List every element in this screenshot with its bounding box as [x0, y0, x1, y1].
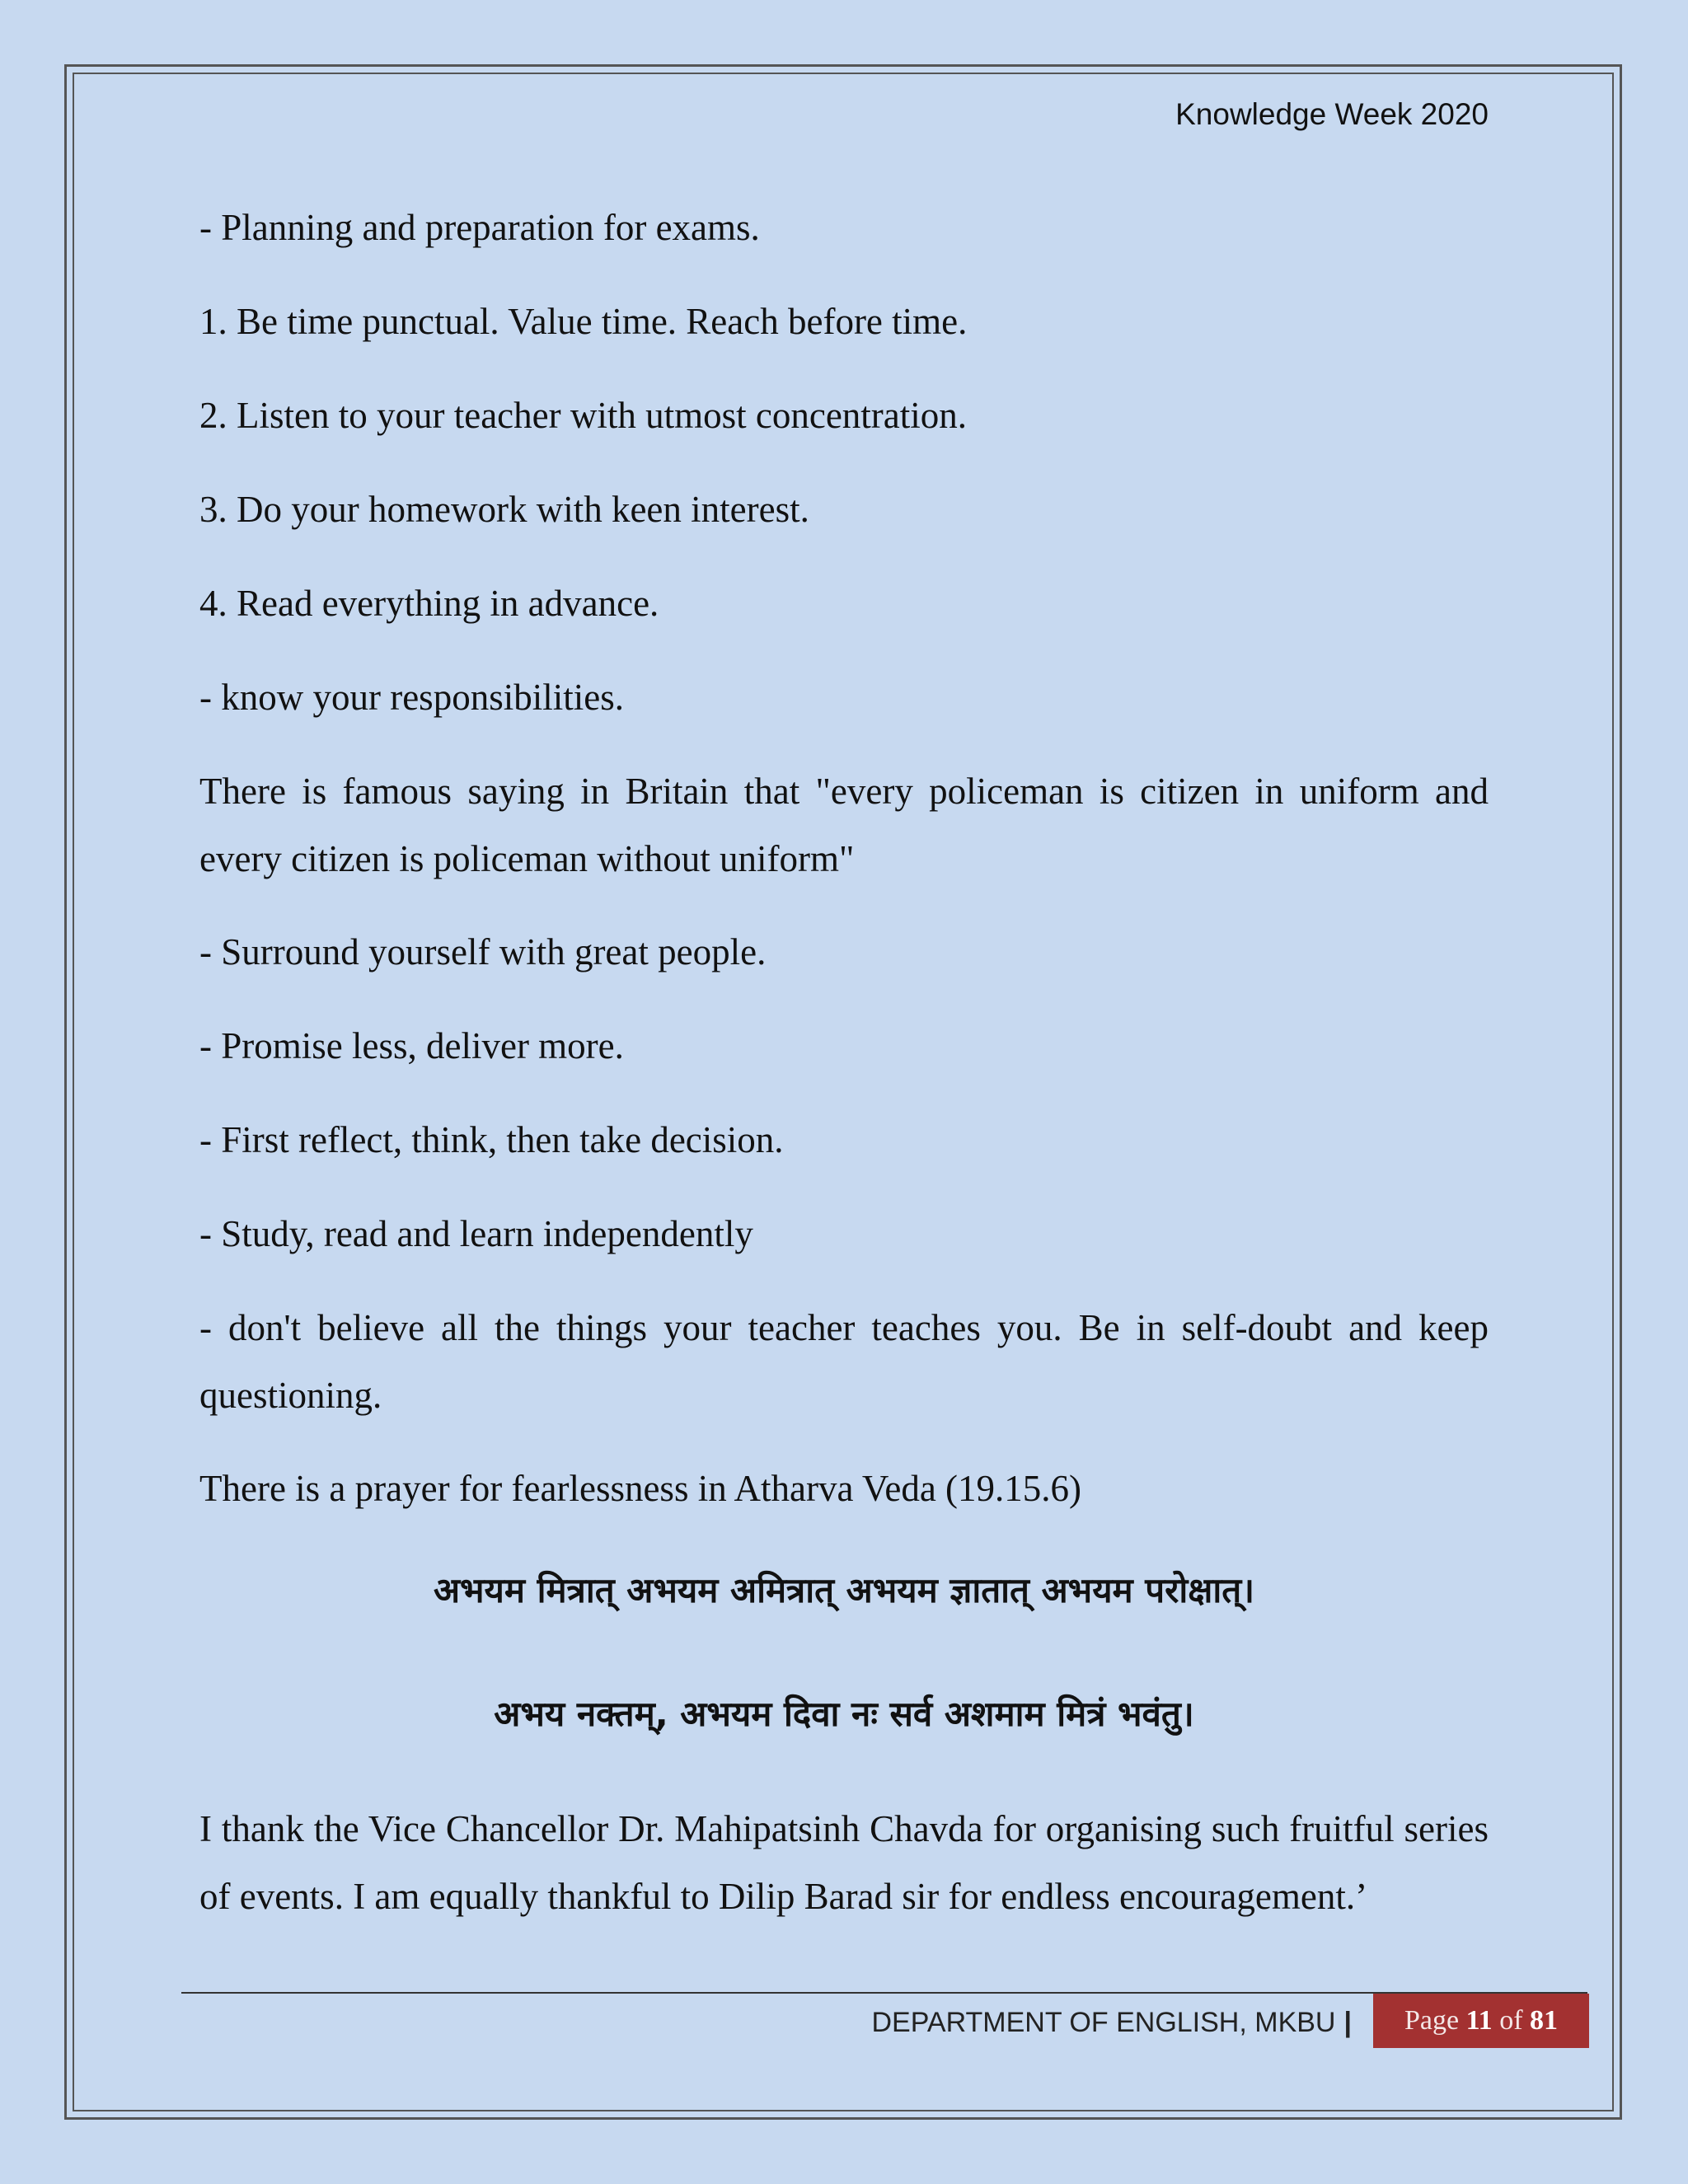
page-total: 81 — [1530, 2005, 1559, 2036]
item-homework: 3. Do your homework with keen interest. — [199, 489, 809, 530]
bullet-reflect-think: - First reflect, think, then take decision. — [199, 1119, 784, 1160]
header-title: Knowledge Week 2020 — [1175, 97, 1489, 131]
page-prefix: Page — [1404, 2005, 1460, 2036]
bullet-study-independently: - Study, read and learn independently — [199, 1213, 753, 1254]
footer-department-name: DEPARTMENT OF ENGLISH, MKBU — [871, 2007, 1336, 2038]
sanskrit-verse-line-2: अभय नक्तम्, अभयम दिवा नः सर्व अशमाम मित्रं भवंतु। — [494, 1694, 1194, 1734]
footer-department — [872, 2004, 1353, 2041]
thanks-paragraph: I thank the Vice Chancellor Dr. Mahipatsinh Chavda for organising such fruitful series of events. I am equally thankful to Dilip Barad sir for endless encouragement.’ — [199, 1808, 1489, 1917]
prayer-intro: There is a prayer for fearlessness in Atharva Veda (19.15.6) — [199, 1468, 1082, 1509]
sanskrit-verse-line-1: अभयम मित्रात् अभयम अमित्रात् अभयम ज्ञातात् अभयम परोक्षात्। — [433, 1570, 1255, 1610]
bullet-responsibilities: - know your responsibilities. — [199, 677, 624, 718]
bullet-promise-less: - Promise less, deliver more. — [199, 1025, 624, 1066]
page-current: 11 — [1465, 2005, 1493, 2036]
page-of: of — [1499, 2005, 1523, 2036]
bullet-planning: - Planning and preparation for exams. — [199, 207, 760, 248]
item-read-advance: 4. Read everything in advance. — [199, 583, 659, 624]
item-listen-teacher: 2. Listen to your teacher with utmost concentration. — [199, 395, 968, 436]
britain-saying-paragraph: There is famous saying in Britain that "every policeman is citizen in uniform and every citizen is policeman without uniform" — [199, 771, 1489, 879]
item-time-punctual: 1. Be time punctual. Value time. Reach before time. — [199, 301, 968, 342]
dont-believe-paragraph: - don't believe all the things your teacher teaches you. Be in self-doubt and keep questioning. — [199, 1307, 1489, 1416]
page-number-badge — [1373, 1994, 1589, 2048]
footer-separator: | — [1343, 2007, 1352, 2038]
bullet-great-people: - Surround yourself with great people. — [199, 931, 767, 972]
